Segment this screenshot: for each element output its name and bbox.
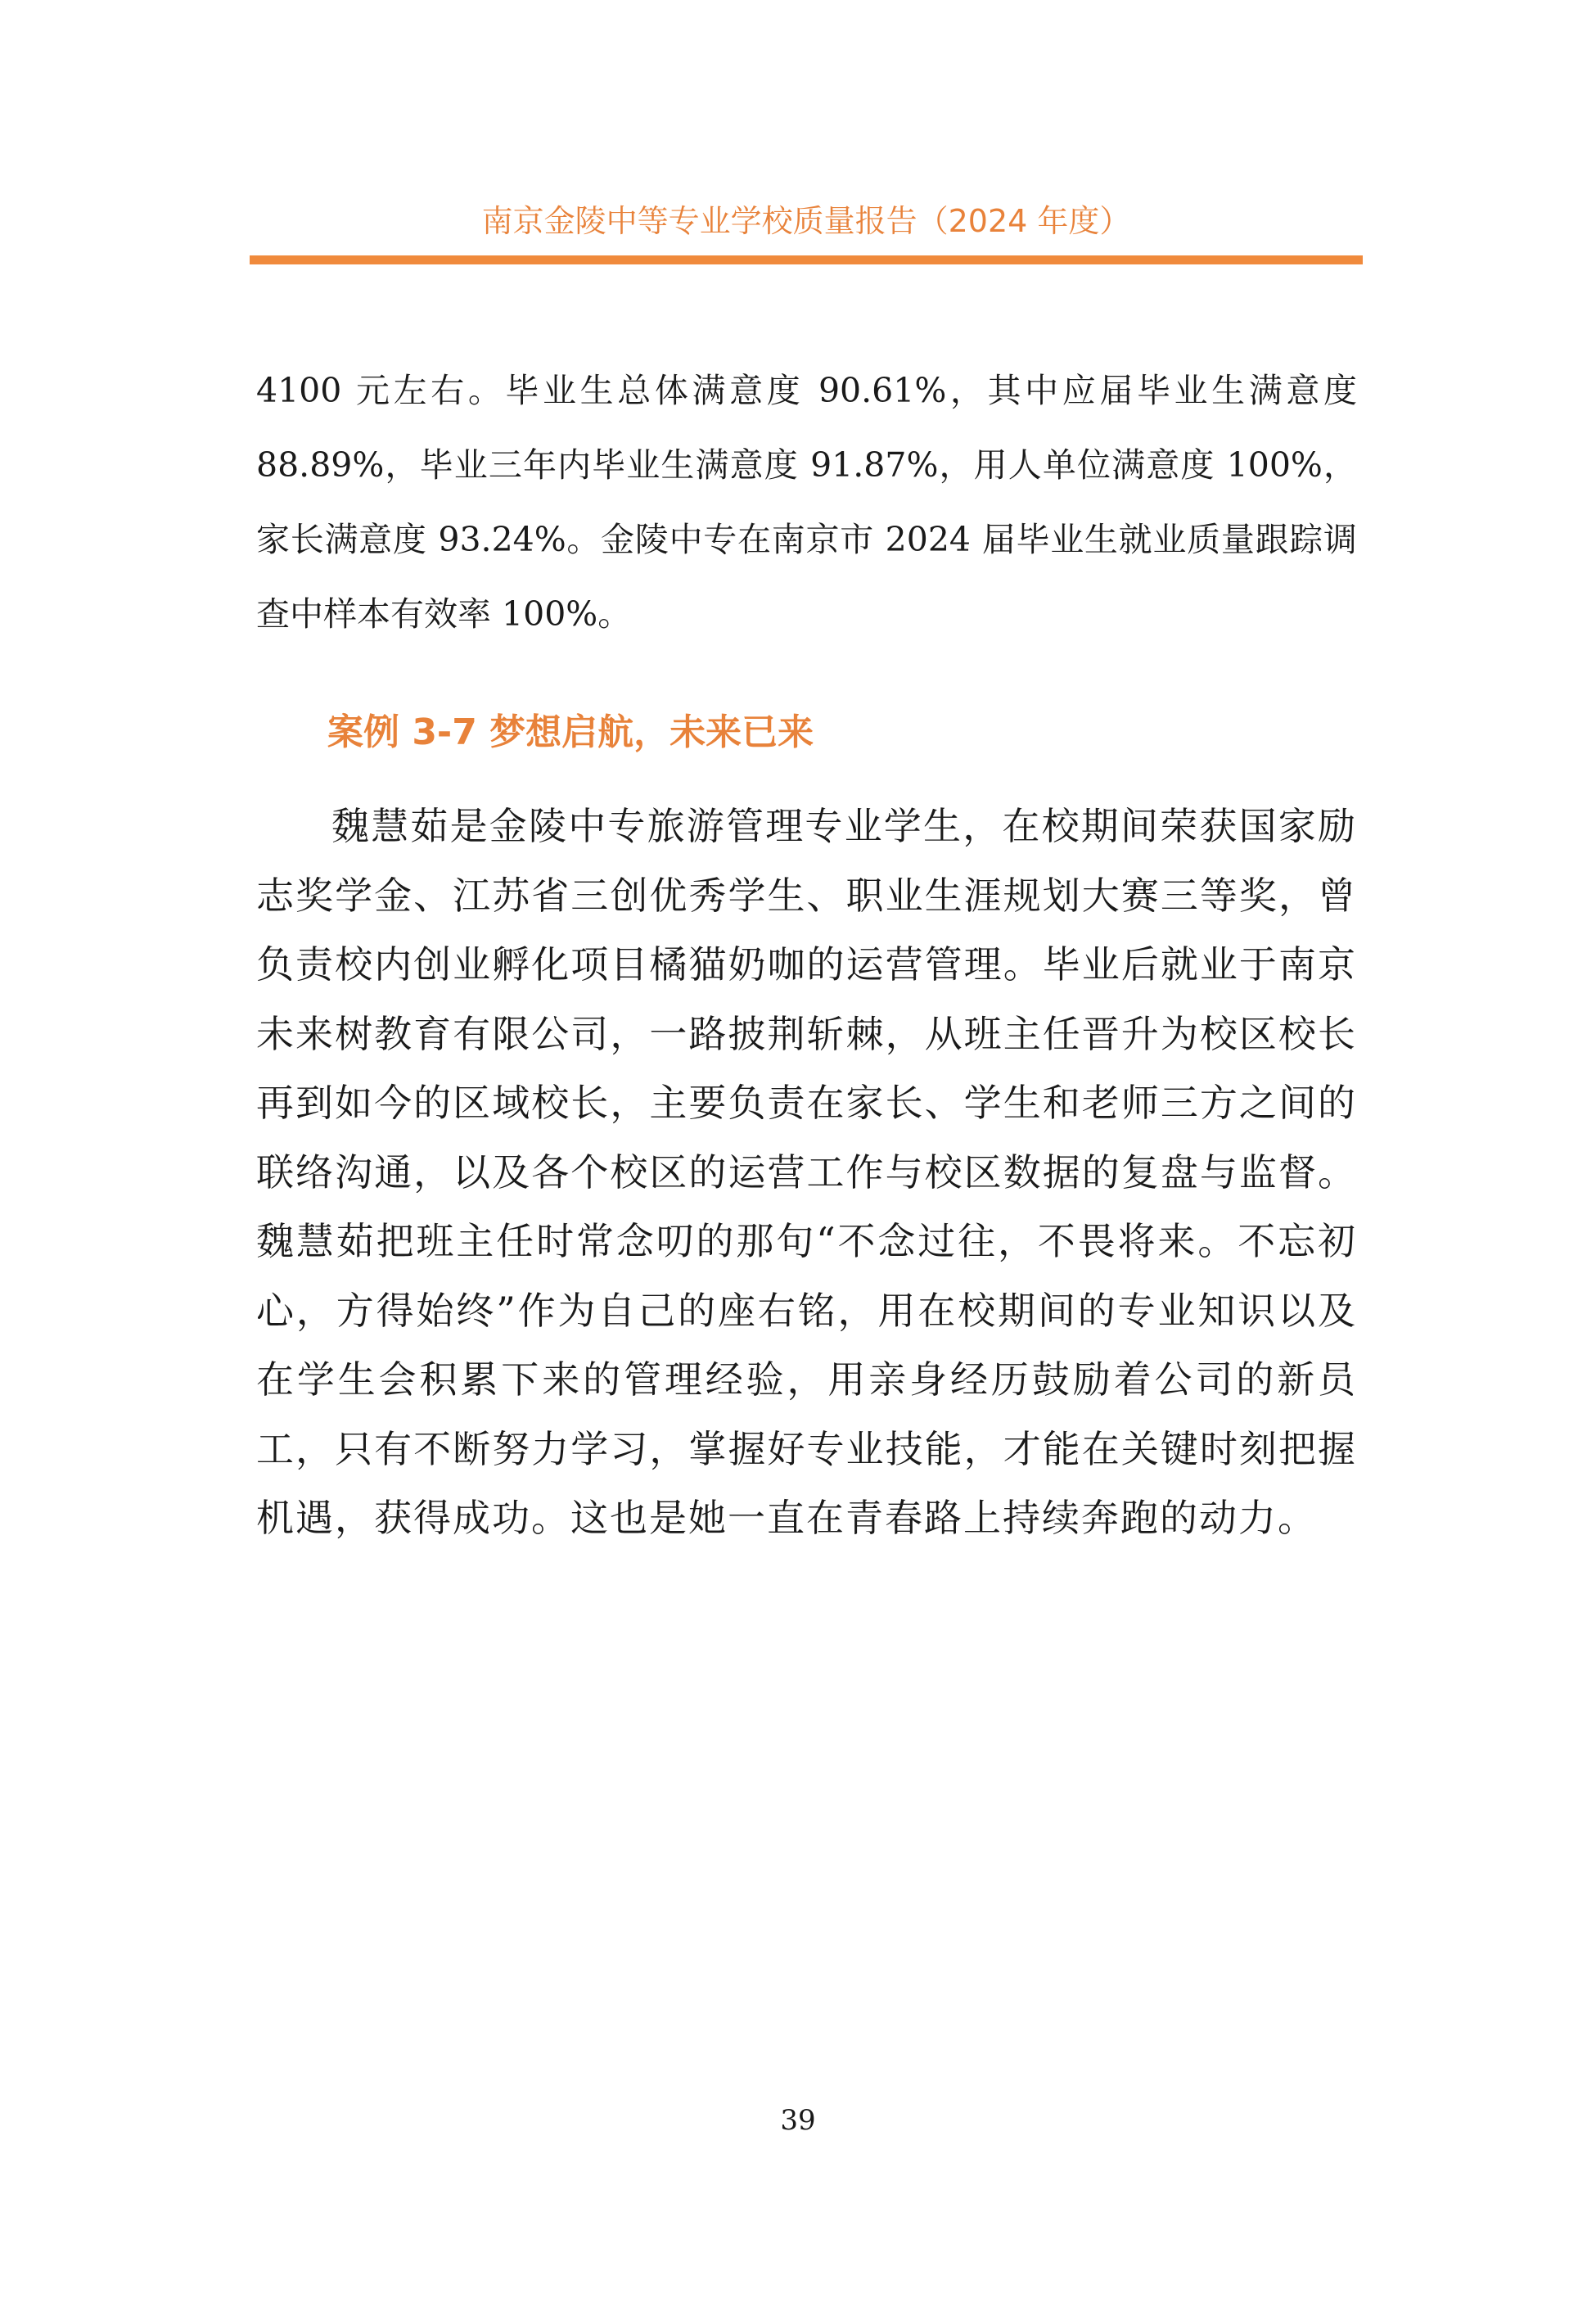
header-divider bbox=[250, 255, 1363, 264]
page-number: 39 bbox=[780, 2104, 816, 2137]
body-paragraph-case-story: 魏慧茹是金陵中专旅游管理专业学生，在校期间荣获国家励志奖学金、江苏省三创优秀学生、职业生涯规划大赛三等奖，曾负责校内创业孵化项目橘猫奶咖的运营管理。毕业后就业于南京未来树教育有限公司，一路披荆斩棘，从班主任晋升为校区校长再到如今的区域校长，主要负责在家长、学生和老师三方之间的联络沟通，以及各个校区的运营工作与校区数据的复盘与监督。魏慧茹把班主任时常念叨的那句“不念过往，不畏将来。不忘初心，方得始终”作为自己的座右铭，用在校期间的专业知识以及在学生会积累下来的管理经验，用亲身经历鼓励着公司的新员工，只有不断努力学习，掌握好专业技能，才能在关键时刻把握机遇，获得成功。这也是她一直在青春路上持续奔跑的动力。 bbox=[256, 804, 1357, 1540]
report-title: 南京金陵中等专业学校质量报告（2024 年度） bbox=[481, 203, 1131, 239]
page-header bbox=[250, 196, 1363, 246]
body-paragraph-satisfaction: 4100 元左右。毕业生总体满意度 90.61%，其中应届毕业生满意度 88.89%，毕业三年内毕业生满意度 91.87%，用人单位满意度 100%，家长满意度 93.24%。金陵中专在南京市 2024 届毕业生就业质量跟踪调查中样本有效率 100%。 bbox=[256, 371, 1357, 634]
case-heading: 案例 3-7 梦想启航，未来已来 bbox=[327, 711, 814, 753]
